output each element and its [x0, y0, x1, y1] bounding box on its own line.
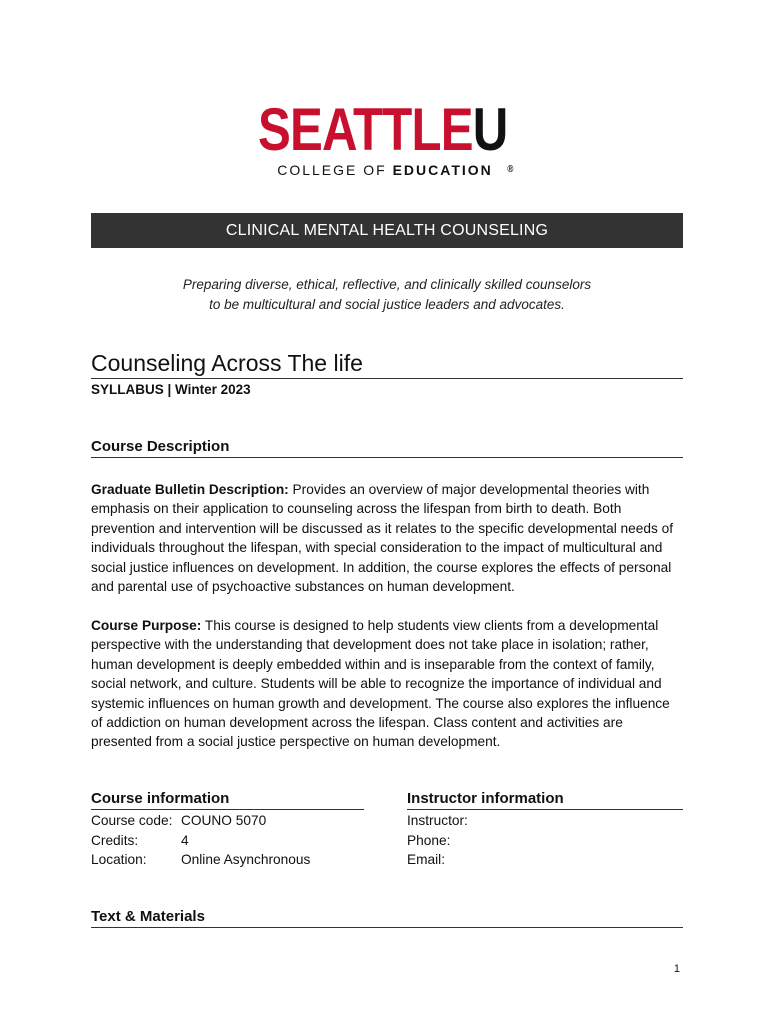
course-description-heading: Course Description: [91, 438, 683, 458]
college-name: COLLEGE OF EDUCATION: [277, 162, 493, 178]
instructor-row: Instructor:: [407, 813, 468, 828]
phone-row: Phone:: [407, 832, 451, 848]
course-info-table: [91, 811, 310, 870]
syllabus-term: SYLLABUS | Winter 2023: [91, 382, 251, 397]
instructor-info-heading: Instructor information: [407, 790, 683, 810]
tagline-line-2: to be multicultural and social justice leaders and advocates.: [209, 297, 565, 312]
course-purpose: [91, 616, 683, 752]
program-banner: CLINICAL MENTAL HEALTH COUNSELING: [91, 213, 683, 248]
page-number: 1: [673, 963, 680, 975]
course-info-heading: Course information: [91, 790, 364, 810]
text-materials-heading: Text & Materials: [91, 908, 683, 928]
course-info-row: Course code: COUNO 5070: [91, 813, 267, 828]
tagline: [91, 275, 683, 315]
bulletin-description: [91, 480, 683, 596]
course-title: Counseling Across The life: [91, 350, 683, 379]
logo-wordmark: SEATTLEU®: [257, 96, 513, 175]
purpose-label: Course Purpose:: [91, 618, 202, 633]
course-info-row: Location: Online Asynchronous: [91, 852, 311, 867]
course-info-row: Credits: 4: [91, 832, 189, 848]
bulletin-text: Provides an overview of major developmental theories with emphasis on their application to counseling across the lifespan from birth to death. Both prevention and intervention will be discussed as it relates to the specific developmental needs of individuals throughout the lifespan, with special consideration to the impact of multicultural and social justice influences on development. In addition, the course explores the effects of personal and parental use of psychoactive substances on human development.: [91, 482, 674, 595]
email-row: Email:: [407, 852, 446, 867]
seattle-u-logo: [0, 96, 770, 178]
purpose-text: This course is designed to help students view clients from a developmental perspective with the understanding that development does not take place in isolation; rather, human development is deeply embedded within and is inseparable from the context of family, social network, and culture. Students will be able to recognize the importance of individual and systemic influences on human growth and development. The course also explores the influence of addiction on human development across the lifespan. Class content and activities are presented from a social justice perspective on human development.: [91, 618, 670, 750]
instructor-info-table: [407, 811, 468, 870]
bulletin-label: Graduate Bulletin Description:: [91, 482, 289, 497]
tagline-line-1: Preparing diverse, ethical, reflective, and clinically skilled counselors: [182, 277, 592, 292]
